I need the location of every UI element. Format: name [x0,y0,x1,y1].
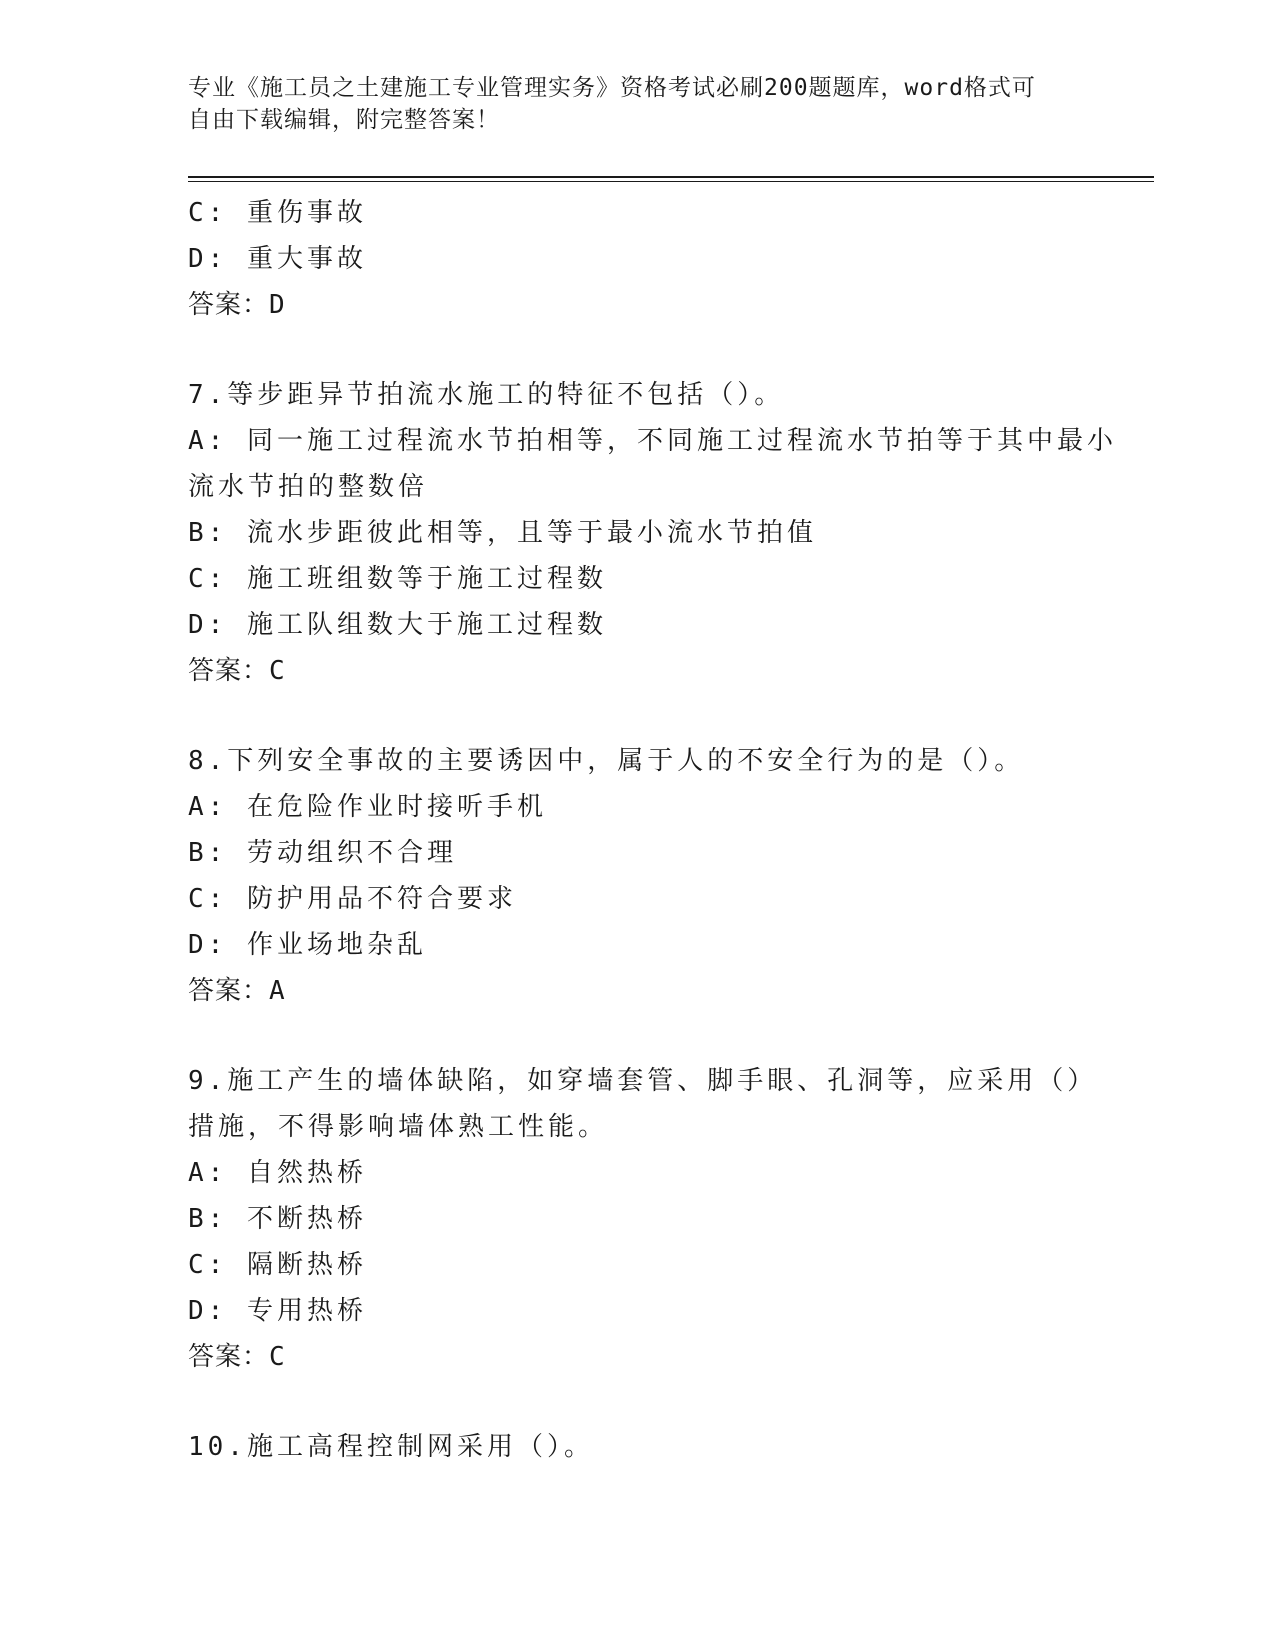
answer-line: 答案：A [188,976,286,1006]
question-text: 10.施工高程控制网采用（）。 [188,1432,594,1462]
option-a-continued: 流水节拍的整数倍 [188,472,429,502]
question-6-tail [188,190,1118,328]
header-title-line-1: 专业《施工员之土建施工专业管理实务》资格考试必刷200题题库，word格式可 [188,75,1036,101]
option-d: D: 重大事故 [188,244,367,274]
spacer [188,1014,1118,1058]
question-9 [188,1058,1118,1380]
answer-line: 答案：C [188,1342,286,1372]
option-c: C: 防护用品不符合要求 [188,884,517,914]
spacer [188,694,1118,738]
option-c: C: 重伤事故 [188,198,367,228]
spacer [188,1380,1118,1424]
question-8 [188,738,1118,1014]
question-7 [188,372,1118,694]
spacer [188,328,1118,372]
option-b: B: 不断热桥 [188,1204,367,1234]
document-header [188,72,1068,136]
option-a: A: 同一施工过程流水节拍相等，不同施工过程流水节拍等于其中最小 [188,426,1117,456]
question-10 [188,1424,1118,1470]
option-a: A: 在危险作业时接听手机 [188,792,547,822]
option-d: D: 作业场地杂乱 [188,930,427,960]
answer-line: 答案：C [188,656,286,686]
question-text-continued: 措施，不得影响墙体熟工性能。 [188,1112,609,1142]
option-d: D: 专用热桥 [188,1296,367,1326]
header-divider-thin [188,181,1154,182]
question-text: 8.下列安全事故的主要诱因中，属于人的不安全行为的是（）。 [188,746,1025,776]
option-d: D: 施工队组数大于施工过程数 [188,610,607,640]
option-b: B: 劳动组织不合理 [188,838,457,868]
header-divider-thick [188,176,1154,178]
option-b: B: 流水步距彼此相等，且等于最小流水节拍值 [188,518,817,548]
question-text: 9.施工产生的墙体缺陷，如穿墙套管、脚手眼、孔洞等，应采用（） [188,1066,1098,1096]
option-c: C: 隔断热桥 [188,1250,367,1280]
answer-line: 答案：D [188,290,286,320]
option-c: C: 施工班组数等于施工过程数 [188,564,607,594]
header-title-line-2: 自由下载编辑，附完整答案！ [188,107,500,133]
question-list [188,190,1118,1470]
option-a: A: 自然热桥 [188,1158,367,1188]
question-text: 7.等步距异节拍流水施工的特征不包括（）。 [188,380,785,410]
